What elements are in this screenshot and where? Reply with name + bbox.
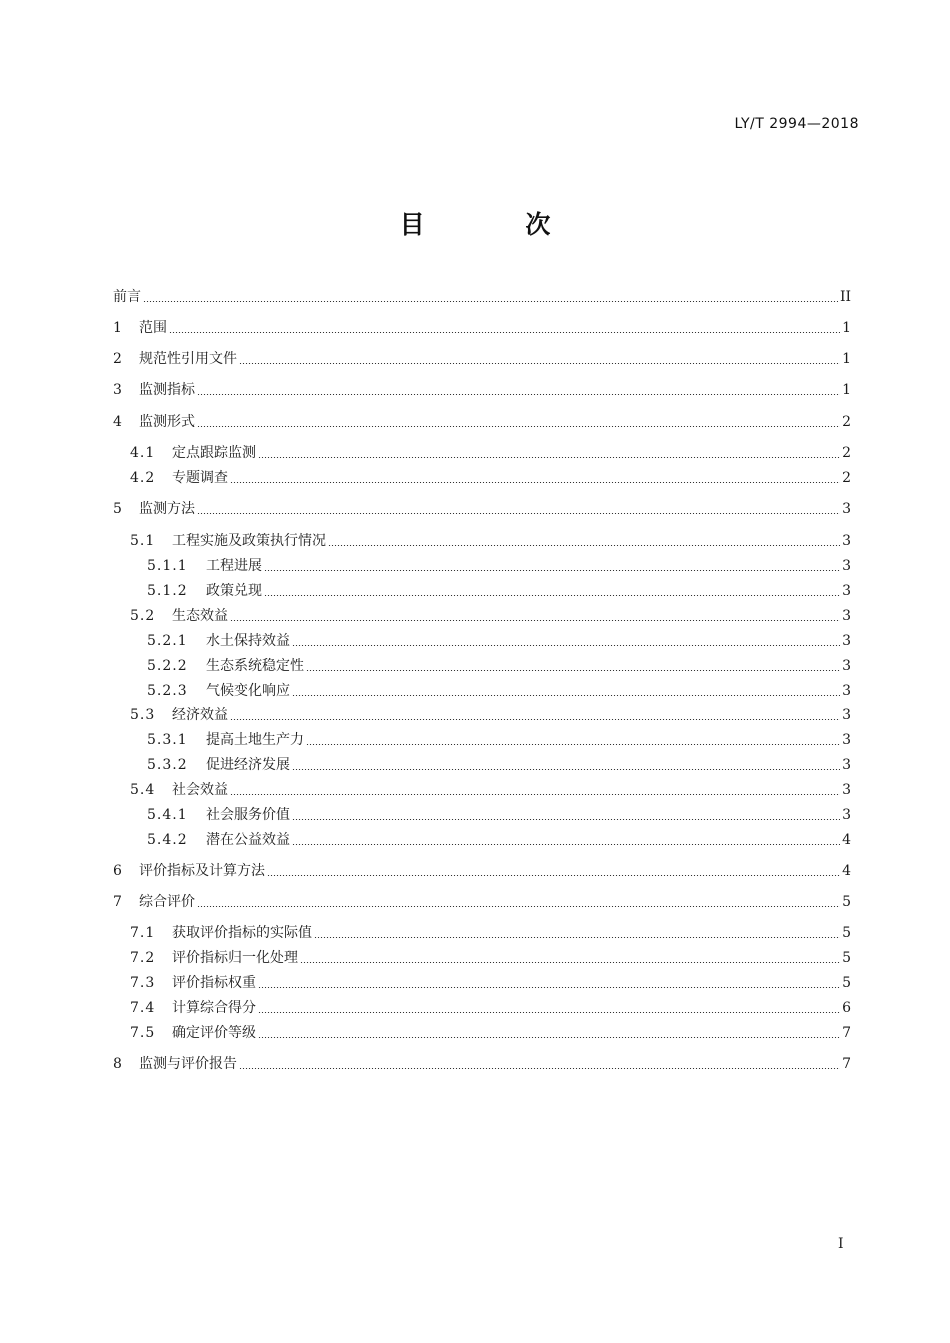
- toc-entry-page: II: [839, 289, 851, 305]
- toc-entry[interactable]: [130, 468, 851, 488]
- toc-entry-page: 5: [842, 925, 851, 941]
- toc-entry[interactable]: [130, 973, 851, 993]
- toc-entry-title: 监测与评价报告: [139, 1056, 237, 1072]
- toc-entry-title: 监测形式: [139, 414, 195, 430]
- toc-entry[interactable]: [130, 998, 851, 1018]
- toc-entry-number: 5.2: [130, 608, 156, 624]
- dot-leader: [197, 513, 840, 514]
- toc-entry[interactable]: [130, 1023, 851, 1043]
- toc-entry-page: 7: [842, 1025, 851, 1041]
- toc-entry-title: 定点跟踪监测: [172, 445, 256, 461]
- toc-entry-title: 社会效益: [172, 782, 228, 798]
- toc-entry-page: 3: [842, 732, 851, 748]
- toc-entry[interactable]: [130, 606, 851, 626]
- dot-leader: [292, 769, 840, 770]
- toc-entry-title: 评价指标归一化处理: [172, 950, 298, 966]
- toc-entry-number: 8: [113, 1056, 122, 1072]
- toc-entry-title: 工程进展: [206, 558, 262, 574]
- toc-entry[interactable]: [130, 443, 851, 463]
- toc-entry[interactable]: [113, 318, 851, 338]
- toc-entry-page: 3: [842, 757, 851, 773]
- toc-entry-number: 5.1.2: [147, 583, 188, 599]
- toc-entry-page: 3: [842, 782, 851, 798]
- toc-entry[interactable]: [130, 948, 851, 968]
- toc-entry-number: 4.1: [130, 445, 156, 461]
- toc-entry[interactable]: [147, 805, 851, 825]
- toc-entry-page: 1: [842, 382, 851, 398]
- toc-entry[interactable]: [147, 755, 851, 775]
- dot-leader: [292, 645, 840, 646]
- toc-entry-page: 5: [842, 975, 851, 991]
- toc-entry[interactable]: [147, 730, 851, 750]
- toc-entry-title: 促进经济发展: [206, 757, 290, 773]
- toc-entry[interactable]: [113, 380, 851, 400]
- toc-entry-title: 工程实施及政策执行情况: [172, 533, 326, 549]
- toc-entry-page: 3: [842, 658, 851, 674]
- toc-entry-page: 3: [842, 683, 851, 699]
- dot-leader: [306, 670, 840, 671]
- toc-entry[interactable]: [147, 681, 851, 701]
- toc-entry-page: 3: [842, 533, 851, 549]
- dot-leader: [258, 457, 840, 458]
- toc-entry-title: 生态系统稳定性: [206, 658, 304, 674]
- toc-entry-number: 3: [113, 382, 122, 398]
- toc-entry-number: 7.2: [130, 950, 156, 966]
- toc-entry-page: 4: [842, 863, 851, 879]
- toc-entry-title: 水土保持效益: [206, 633, 290, 649]
- toc-entry-title: 评价指标及计算方法: [139, 863, 265, 879]
- dot-leader: [258, 987, 840, 988]
- toc-entry[interactable]: [147, 556, 851, 576]
- dot-leader: [239, 363, 840, 364]
- dot-leader: [264, 595, 840, 596]
- dot-leader: [239, 1068, 840, 1069]
- toc-entry-page: 3: [842, 807, 851, 823]
- toc-entry-title: 监测指标: [139, 382, 195, 398]
- toc-entry[interactable]: [113, 1054, 851, 1074]
- toc-entry[interactable]: [147, 830, 851, 850]
- toc-entry-number: 7.3: [130, 975, 156, 991]
- toc-entry-title: 计算综合得分: [172, 1000, 256, 1016]
- toc-entry-page: 5: [842, 894, 851, 910]
- toc-entry[interactable]: [147, 656, 851, 676]
- toc-entry-number: 5.3: [130, 707, 156, 723]
- toc-entry-number: 5.2.1: [147, 633, 188, 649]
- toc-entry-page: 5: [842, 950, 851, 966]
- toc-entry[interactable]: [130, 531, 851, 551]
- toc-entry-page: 3: [842, 707, 851, 723]
- toc-entry-title: 提高土地生产力: [206, 732, 304, 748]
- dot-leader: [230, 794, 840, 795]
- page-title: 目 次: [399, 210, 597, 239]
- toc-entry-page: 4: [842, 832, 851, 848]
- toc-entry-title: 气候变化响应: [206, 683, 290, 699]
- toc-entry-number: 4: [113, 414, 122, 430]
- toc-entry[interactable]: [147, 581, 851, 601]
- toc-entry-page: 2: [842, 470, 851, 486]
- toc-entry-page: 6: [842, 1000, 851, 1016]
- toc-entry-title: 政策兑现: [206, 583, 262, 599]
- toc-entry[interactable]: [113, 287, 851, 307]
- toc-entry-title: 潜在公益效益: [206, 832, 290, 848]
- toc-entry-page: 3: [842, 608, 851, 624]
- dot-leader: [292, 844, 840, 845]
- toc-entry-title: 确定评价等级: [172, 1025, 256, 1041]
- dot-leader: [197, 426, 840, 427]
- toc-entry-page: 3: [842, 558, 851, 574]
- toc-entry-title: 社会服务价值: [206, 807, 290, 823]
- page-number: I: [838, 1236, 844, 1252]
- dot-leader: [230, 719, 840, 720]
- dot-leader: [169, 332, 840, 333]
- toc-entry-page: 1: [842, 320, 851, 336]
- dot-leader: [143, 301, 838, 302]
- dot-leader: [230, 482, 840, 483]
- dot-leader: [306, 744, 840, 745]
- toc-entry-title: 评价指标权重: [172, 975, 256, 991]
- toc-entry-title: 综合评价: [139, 894, 195, 910]
- toc-entry-number: 1: [113, 320, 122, 336]
- toc-entry[interactable]: [130, 780, 851, 800]
- toc-entry-number: 5.4.2: [147, 832, 188, 848]
- toc-entry-title: 前言: [113, 289, 141, 305]
- toc-entry-number: 5.2.2: [147, 658, 188, 674]
- toc-entry-number: 5.4: [130, 782, 156, 798]
- toc-entry[interactable]: [147, 631, 851, 651]
- toc-entry[interactable]: [130, 923, 851, 943]
- dot-leader: [230, 620, 840, 621]
- toc-entry-number: 5.3.2: [147, 757, 188, 773]
- dot-leader: [328, 545, 840, 546]
- toc-entry-number: 5.1: [130, 533, 156, 549]
- dot-leader: [267, 875, 840, 876]
- toc-entry-number: 2: [113, 351, 122, 367]
- toc-entry-number: 4.2: [130, 470, 156, 486]
- toc-entry-number: 6: [113, 863, 122, 879]
- toc-entry-number: 5.2.3: [147, 683, 188, 699]
- toc-entry-page: 3: [842, 633, 851, 649]
- toc-entry[interactable]: [113, 861, 851, 881]
- toc-entry-title: 监测方法: [139, 501, 195, 517]
- toc-entry-title: 规范性引用文件: [139, 351, 237, 367]
- toc-entry-title: 范围: [139, 320, 167, 336]
- dot-leader: [258, 1012, 840, 1013]
- toc-entry-page: 3: [842, 501, 851, 517]
- toc-entry-number: 5.4.1: [147, 807, 188, 823]
- dot-leader: [292, 819, 840, 820]
- toc-entry-page: 1: [842, 351, 851, 367]
- toc-entry-title: 经济效益: [172, 707, 228, 723]
- toc-entry-number: 7: [113, 894, 122, 910]
- toc-entry-number: 5.3.1: [147, 732, 188, 748]
- toc-entry-title: 生态效益: [172, 608, 228, 624]
- toc-entry[interactable]: [113, 892, 851, 912]
- toc-entry[interactable]: [113, 412, 851, 432]
- toc-entry-number: 5: [113, 501, 122, 517]
- toc-entry-page: 2: [842, 445, 851, 461]
- dot-leader: [314, 937, 840, 938]
- dot-leader: [264, 570, 840, 571]
- toc-entry-number: 7.4: [130, 1000, 156, 1016]
- dot-leader: [300, 962, 840, 963]
- dot-leader: [197, 394, 840, 395]
- dot-leader: [258, 1037, 840, 1038]
- toc-entry[interactable]: [130, 705, 851, 725]
- toc-entry-number: 5.1.1: [147, 558, 188, 574]
- toc-entry-page: 7: [842, 1056, 851, 1072]
- toc-entry[interactable]: [113, 349, 851, 369]
- toc-entry-number: 7.5: [130, 1025, 156, 1041]
- toc-entry-page: 3: [842, 583, 851, 599]
- dot-leader: [197, 906, 840, 907]
- dot-leader: [292, 695, 840, 696]
- standard-code: LY/T 2994—2018: [734, 116, 859, 132]
- toc-entry-number: 7.1: [130, 925, 156, 941]
- toc-entry-page: 2: [842, 414, 851, 430]
- toc-entry-title: 获取评价指标的实际值: [172, 925, 312, 941]
- toc-entry-title: 专题调查: [172, 470, 228, 486]
- toc-entry[interactable]: [113, 499, 851, 519]
